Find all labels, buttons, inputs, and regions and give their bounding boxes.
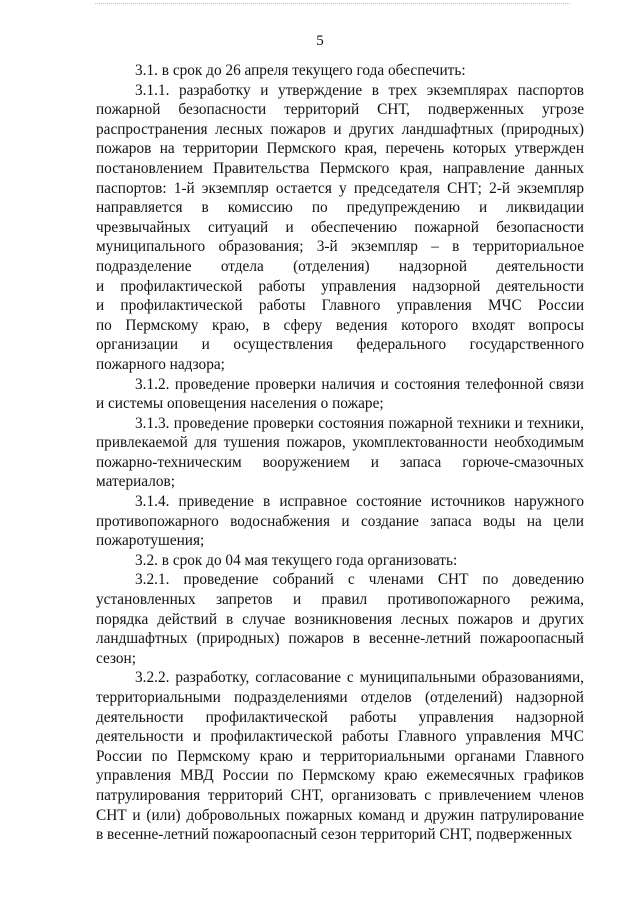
text-line: 3.2. в срок до 04 мая текущего года организовать: xyxy=(135,551,458,569)
text-line: деятельности и профилактической работы Главного управления МЧС xyxy=(96,728,584,746)
text-line: 3.1.1. разработку и утверждение в трех экземплярах паспортов xyxy=(135,81,584,99)
document-body xyxy=(96,61,584,845)
text-line: СНТ и (или) добровольных пожарных команд и дружин патрулирование xyxy=(96,806,584,824)
paragraph xyxy=(96,61,584,81)
text-line: по Пермскому краю, в сферу ведения которого входят вопросы xyxy=(96,316,584,334)
text-line: муниципального образования; 3-й экземпляр – в территориальное xyxy=(96,238,584,256)
text-line: и системы оповещения населения о пожаре; xyxy=(96,395,384,413)
text-line: пожаров на территории Пермского края, перечень которых утвержден xyxy=(96,140,584,158)
text-line: управления МВД России по Пермскому краю ежемесячных графиков xyxy=(96,767,584,785)
text-line: патрулирования территорий СНТ, организовать с привлечением членов xyxy=(96,786,584,804)
text-line: 3.1. в срок до 26 апреля текущего года обеспечить: xyxy=(135,62,466,79)
text-line: России по Пермскому краю и территориальными органами Главного xyxy=(96,747,584,765)
paragraph xyxy=(96,551,584,571)
text-line: противопожарного водоснабжения и создание запаса воды на цели xyxy=(96,512,584,530)
paragraph xyxy=(96,492,584,551)
paragraph xyxy=(96,81,584,375)
text-line: 3.2.1. проведение собраний с членами СНТ по доведению xyxy=(135,571,584,589)
page-number: 5 xyxy=(316,33,324,49)
text-line: 3.1.2. проведение проверки наличия и состояния телефонной связи xyxy=(135,375,584,393)
text-line: 3.1.4. приведение в исправное состояние источников наружного xyxy=(135,493,584,511)
text-line: материалов; xyxy=(96,473,175,491)
text-line: сезон; xyxy=(96,649,136,667)
text-line: деятельности профилактической работы управления надзорной xyxy=(96,708,584,726)
text-line: чрезвычайных ситуаций и обеспечению пожарной безопасности xyxy=(96,218,584,236)
text-line: и профилактической работы Главного управления МЧС России xyxy=(96,297,584,315)
text-line: направляется в комиссию по предупреждению и ликвидации xyxy=(96,199,584,217)
text-line: привлекаемой для тушения пожаров, укомплектованности необходимым xyxy=(96,434,584,452)
text-line: пожарной безопасности территорий СНТ, подверженных угрозе xyxy=(96,101,584,119)
text-line: пожарного надзора; xyxy=(96,355,225,373)
paragraph xyxy=(96,375,584,414)
text-line: 3.2.2. разработку, согласование с муниципальными образованиями, xyxy=(135,669,584,687)
text-line: паспортов: 1-й экземпляр остается у председателя СНТ; 2-й экземпляр xyxy=(96,179,584,197)
text-line: ландшафтных (природных) пожаров в весенне-летний пожароопасный xyxy=(96,630,584,648)
text-line: 3.1.3. проведение проверки состояния пожарной техники и техники, xyxy=(135,414,584,432)
text-line: пожаротушения; xyxy=(96,532,205,550)
page-top-rule xyxy=(95,3,570,4)
text-line: постановлением Правительства Пермского края, направление данных xyxy=(96,159,584,177)
text-line: в весенне-летний пожароопасный сезон территорий СНТ, подверженных xyxy=(96,826,573,844)
text-line: территориальными подразделениями отделов (отделений) надзорной xyxy=(96,689,584,706)
paragraph xyxy=(96,668,584,844)
text-line: организации и осуществления федерального государственного xyxy=(96,336,584,354)
text-line: установленных запретов и правил противопожарного режима, xyxy=(96,591,584,609)
text-line: порядка действий в случае возникновения лесных пожаров и других xyxy=(96,610,584,628)
text-line: пожарно-техническим вооружением и запаса горюче-смазочных xyxy=(96,453,584,471)
text-line: подразделение отдела (отделения) надзорной деятельности xyxy=(96,257,584,275)
text-line: и профилактической работы управления надзорной деятельности xyxy=(96,277,584,295)
text-line: распространения лесных пожаров и других ландшафтных (природных) xyxy=(96,120,584,138)
paragraph xyxy=(96,570,584,668)
paragraph xyxy=(96,414,584,492)
